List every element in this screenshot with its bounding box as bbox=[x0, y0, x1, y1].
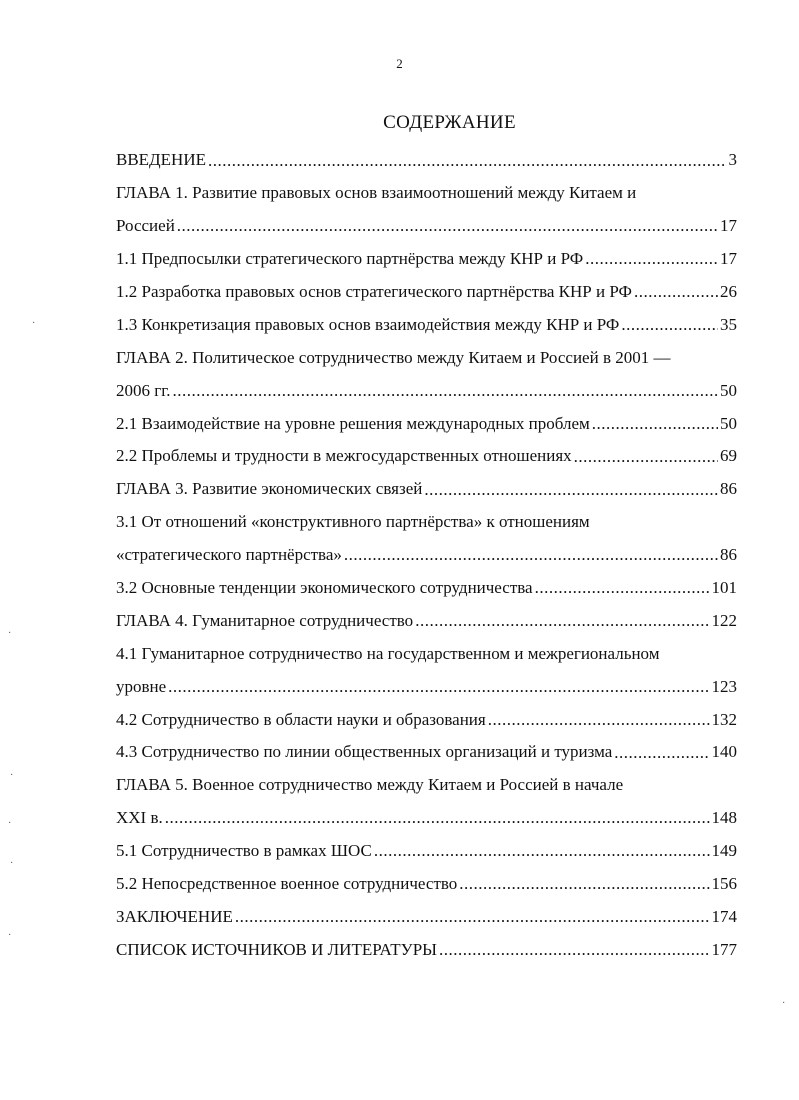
toc-entry[interactable] bbox=[116, 144, 737, 177]
scan-speck: · bbox=[32, 318, 36, 329]
toc-entry-page: 140 bbox=[711, 742, 737, 762]
toc-entry-text: 1.2 Разработка правовых основ стратегического партнёрства КНР и РФ bbox=[116, 282, 632, 301]
leader-dots bbox=[374, 841, 710, 861]
leader-dots bbox=[439, 940, 710, 960]
table-of-contents bbox=[116, 144, 737, 966]
toc-entry-text: уровне bbox=[116, 676, 167, 696]
toc-entry[interactable] bbox=[116, 900, 737, 933]
scan-speck: · bbox=[782, 998, 786, 1009]
toc-entry[interactable] bbox=[116, 177, 737, 210]
scan-speck: · bbox=[8, 930, 12, 941]
toc-entry-text: ГЛАВА 1. Развитие правовых основ взаимоотношений между Китаем и bbox=[116, 183, 637, 203]
toc-entry-page: 26 bbox=[720, 282, 737, 301]
toc-entry[interactable] bbox=[116, 374, 737, 407]
toc-entry[interactable] bbox=[116, 703, 737, 736]
toc-entry-text: 1.3 Конкретизация правовых основ взаимодействия между КНР и РФ bbox=[116, 314, 620, 334]
toc-entry[interactable] bbox=[116, 670, 737, 703]
toc-entry-text: 4.1 Гуманитарное сотрудничество на государственном и межрегиональном bbox=[116, 643, 660, 663]
toc-entry[interactable] bbox=[116, 736, 737, 769]
toc-entry-text: 3.1 От отношений «конструктивного партнёрства» к отношениям bbox=[116, 512, 590, 532]
toc-entry[interactable] bbox=[116, 572, 737, 605]
toc-entry-text: 2006 гг. bbox=[116, 380, 171, 400]
toc-entry-page: 86 bbox=[720, 545, 737, 565]
toc-entry[interactable] bbox=[116, 210, 737, 243]
toc-entry[interactable] bbox=[116, 933, 737, 966]
leader-dots bbox=[585, 249, 718, 269]
leader-dots bbox=[535, 578, 710, 598]
toc-entry-text: ГЛАВА 3. Развитие экономических связей bbox=[116, 479, 423, 499]
toc-entry[interactable] bbox=[116, 539, 737, 572]
toc-entry-text: ГЛАВА 4. Гуманитарное сотрудничество bbox=[116, 610, 414, 630]
toc-entry-text: 2.2 Проблемы и трудности в межгосударственных отношениях bbox=[116, 446, 572, 466]
toc-entry-page: 177 bbox=[711, 939, 737, 959]
scan-speck: · bbox=[10, 770, 14, 781]
toc-entry[interactable] bbox=[116, 637, 737, 670]
toc-entry[interactable] bbox=[116, 769, 737, 802]
leader-dots bbox=[488, 709, 710, 729]
toc-entry-page: 156 bbox=[711, 874, 737, 894]
toc-entry-text: 3.2 Основные тенденции экономического сотрудничества bbox=[116, 578, 533, 598]
leader-dots bbox=[208, 150, 727, 170]
leader-dots bbox=[177, 216, 718, 236]
leader-dots bbox=[165, 808, 710, 828]
toc-entry-text: 1.1 Предпосылки стратегического партнёрства между КНР и РФ bbox=[116, 249, 584, 269]
toc-entry-text: 5.1 Сотрудничество в рамках ШОС bbox=[116, 841, 372, 861]
toc-entry-page: 174 bbox=[711, 906, 737, 926]
leader-dots bbox=[634, 282, 718, 302]
toc-entry[interactable] bbox=[116, 835, 737, 868]
toc-entry[interactable] bbox=[116, 440, 737, 473]
scan-speck: · bbox=[8, 818, 12, 829]
toc-entry-page: 3 bbox=[728, 150, 737, 170]
scan-speck: · bbox=[8, 628, 12, 639]
toc-entry[interactable] bbox=[116, 868, 737, 901]
toc-entry-page: 149 bbox=[711, 841, 737, 861]
toc-entry-text: 5.2 Непосредственное военное сотрудничество bbox=[116, 874, 458, 894]
toc-entry[interactable] bbox=[116, 802, 737, 835]
toc-entry-text: 2.1 Взаимодействие на уровне решения международных проблем bbox=[116, 413, 590, 433]
leader-dots bbox=[173, 380, 718, 400]
toc-entry-text: ВВЕДЕНИЕ bbox=[116, 150, 206, 170]
leader-dots bbox=[621, 315, 718, 335]
toc-entry-text: XXI в. bbox=[116, 808, 163, 828]
toc-entry-page: 123 bbox=[711, 676, 737, 696]
leader-dots bbox=[344, 545, 718, 565]
toc-entry-page: 17 bbox=[720, 216, 737, 236]
toc-entry-text: Россией bbox=[116, 216, 175, 236]
toc-entry-page: 148 bbox=[711, 808, 737, 828]
scan-speck: · bbox=[10, 858, 14, 869]
toc-entry-text: ЗАКЛЮЧЕНИЕ bbox=[116, 906, 233, 926]
toc-entry[interactable] bbox=[116, 604, 737, 637]
toc-entry[interactable] bbox=[116, 276, 737, 309]
leader-dots bbox=[459, 874, 709, 894]
leader-dots bbox=[592, 413, 718, 433]
leader-dots bbox=[424, 479, 718, 499]
toc-entry[interactable] bbox=[116, 243, 737, 276]
leader-dots bbox=[574, 446, 718, 466]
toc-entry-page: 17 bbox=[720, 249, 737, 269]
toc-entry-page: 69 bbox=[720, 446, 737, 466]
leader-dots bbox=[235, 907, 710, 927]
toc-entry-text: СПИСОК ИСТОЧНИКОВ И ЛИТЕРАТУРЫ bbox=[116, 939, 437, 959]
toc-entry-page: 35 bbox=[720, 314, 737, 334]
toc-entry-page: 86 bbox=[720, 479, 737, 499]
toc-entry-page: 50 bbox=[720, 380, 737, 400]
toc-entry-page: 122 bbox=[711, 610, 737, 630]
toc-entry[interactable] bbox=[116, 341, 737, 374]
leader-dots bbox=[415, 611, 709, 631]
toc-entry[interactable] bbox=[116, 308, 737, 341]
toc-entry[interactable] bbox=[116, 473, 737, 506]
toc-entry-page: 101 bbox=[711, 578, 737, 598]
toc-title: СОДЕРЖАНИЕ bbox=[383, 112, 516, 133]
toc-entry-page: 132 bbox=[711, 709, 737, 729]
toc-entry[interactable] bbox=[116, 407, 737, 440]
toc-entry-text: ГЛАВА 5. Военное сотрудничество между Китаем и Россией в начале bbox=[116, 775, 624, 795]
page-number: 2 bbox=[396, 56, 403, 71]
leader-dots bbox=[168, 677, 709, 697]
toc-entry-text: ГЛАВА 2. Политическое сотрудничество между Китаем и Россией в 2001 — bbox=[116, 347, 671, 367]
toc-entry-text: 4.2 Сотрудничество в области науки и образования bbox=[116, 709, 486, 729]
toc-entry-text: 4.3 Сотрудничество по линии общественных организаций и туризма bbox=[116, 742, 613, 762]
toc-entry-text: «стратегического партнёрства» bbox=[116, 545, 342, 565]
toc-entry-page: 50 bbox=[720, 413, 737, 433]
leader-dots bbox=[614, 742, 709, 762]
toc-entry[interactable] bbox=[116, 506, 737, 539]
